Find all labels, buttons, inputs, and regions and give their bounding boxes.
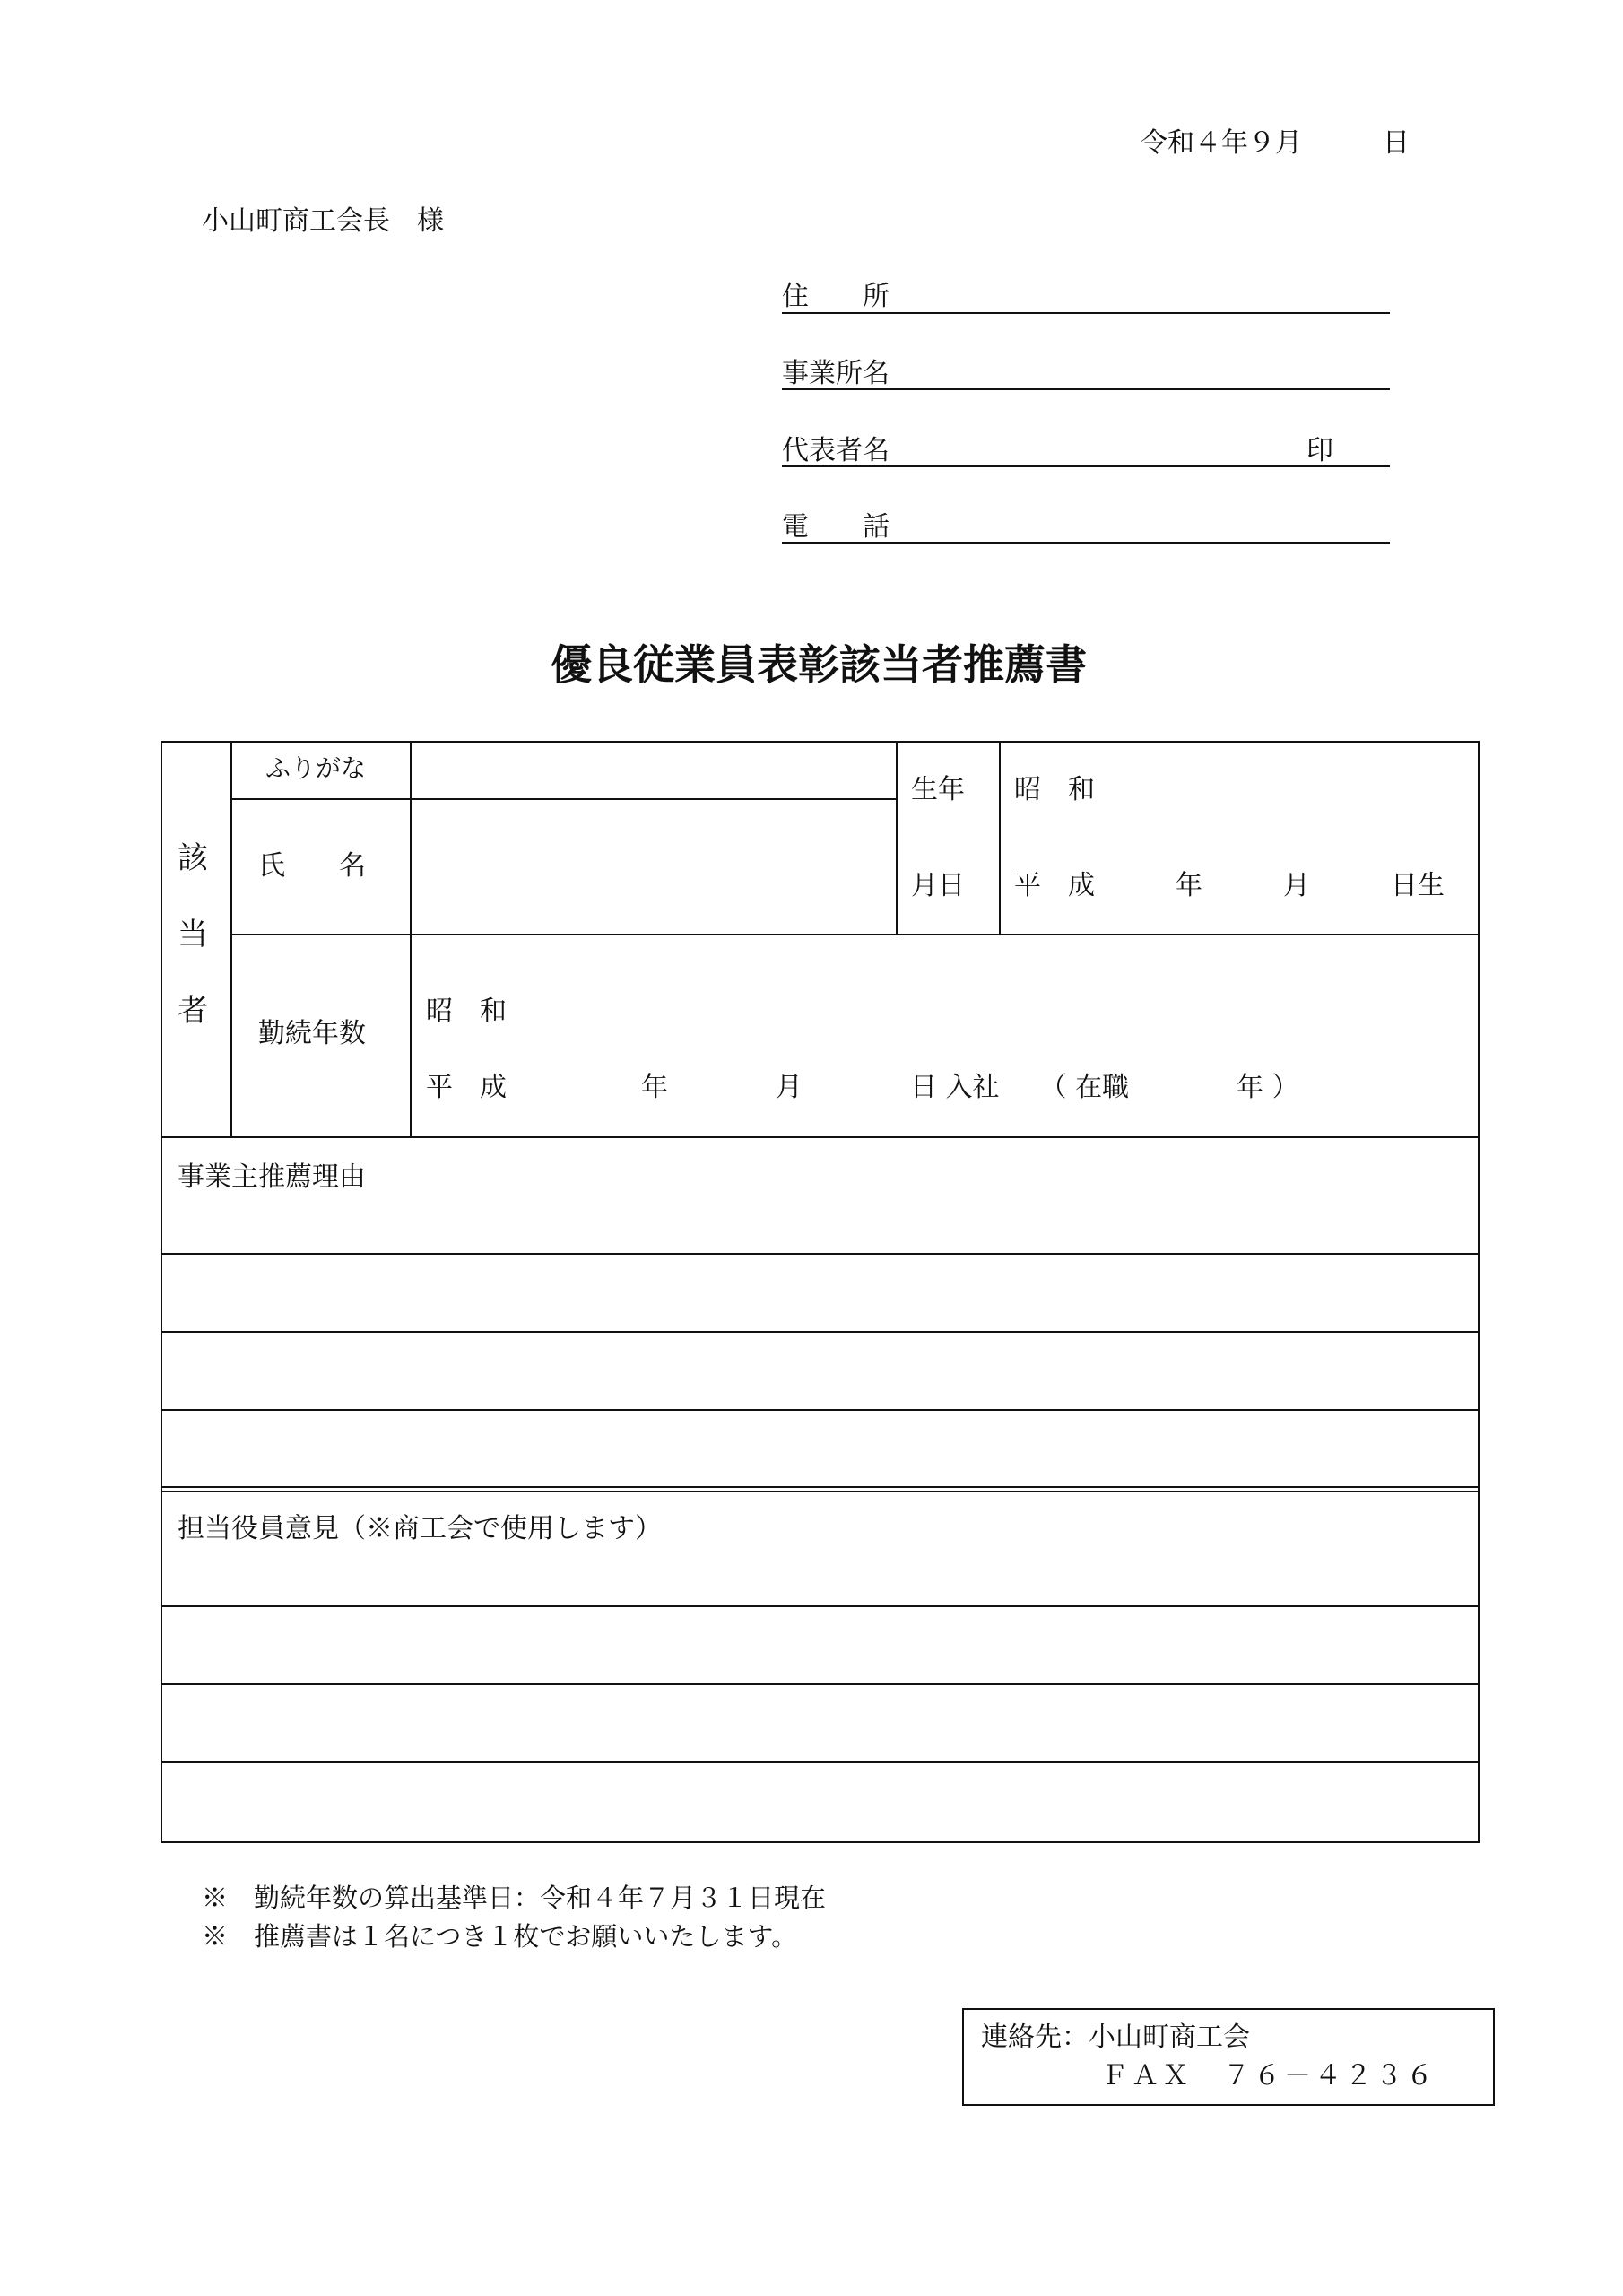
name-field[interactable] [412, 801, 894, 932]
divider [161, 1136, 1478, 1138]
birth-heisei: 平 成 年 月 日生 [1014, 870, 1445, 901]
address-field[interactable] [782, 312, 1390, 314]
contact-fax: ＦＡＸ ７６－４２３６ [1101, 2060, 1436, 2092]
opinion-field[interactable] [162, 1607, 1476, 1839]
addressee: 小山町商工会長 様 [202, 205, 444, 237]
furigana-field[interactable] [412, 743, 894, 796]
divider [161, 1486, 1478, 1488]
tenure-label: 勤続年数 [258, 1018, 366, 1049]
furigana-label: ふりがな [265, 753, 367, 783]
opinion-label: 担当役員意見（※商工会で使用します） [178, 1513, 662, 1544]
phone-field[interactable] [782, 542, 1390, 544]
contact-name: 連絡先：小山町商工会 [981, 2022, 1250, 2053]
divider [999, 741, 1001, 934]
representative-label: 代表者名 [782, 435, 890, 466]
divider [230, 934, 1478, 935]
office-field[interactable] [782, 388, 1390, 390]
date: 令和４年９月 日 [1141, 127, 1410, 159]
office-label: 事業所名 [782, 358, 890, 389]
birth-label-1: 生年 [911, 774, 965, 805]
divider [230, 741, 232, 1136]
divider [161, 1491, 1478, 1492]
name-label: 氏 名 [258, 850, 366, 882]
divider [896, 741, 898, 934]
address-label: 住 所 [782, 281, 890, 312]
section-label-char: 当 [178, 917, 208, 952]
seal-mark: 印 [1306, 435, 1333, 466]
note: ※ 推薦書は１名につき１枚でお願いいたします。 [202, 1921, 798, 1952]
page-title: 優良従業員表彰該当者推薦書 [551, 640, 1087, 689]
reason-label: 事業主推薦理由 [178, 1161, 366, 1193]
tenure-heisei: 平 成 年 月 日 入社 （ 在職 年 ） [426, 1072, 1299, 1103]
section-label-char: 該 [178, 840, 208, 876]
reason-field[interactable] [162, 1255, 1476, 1484]
section-label-char: 者 [178, 993, 208, 1029]
divider [230, 798, 896, 800]
note: ※ 勤続年数の算出基準日：令和４年７月３１日現在 [202, 1883, 827, 1913]
divider [410, 741, 412, 1136]
birth-label-2: 月日 [911, 870, 965, 901]
birth-showa: 昭 和 [1014, 774, 1095, 805]
phone-label: 電 話 [782, 511, 890, 543]
tenure-showa: 昭 和 [426, 996, 507, 1027]
representative-field[interactable] [782, 465, 1390, 467]
